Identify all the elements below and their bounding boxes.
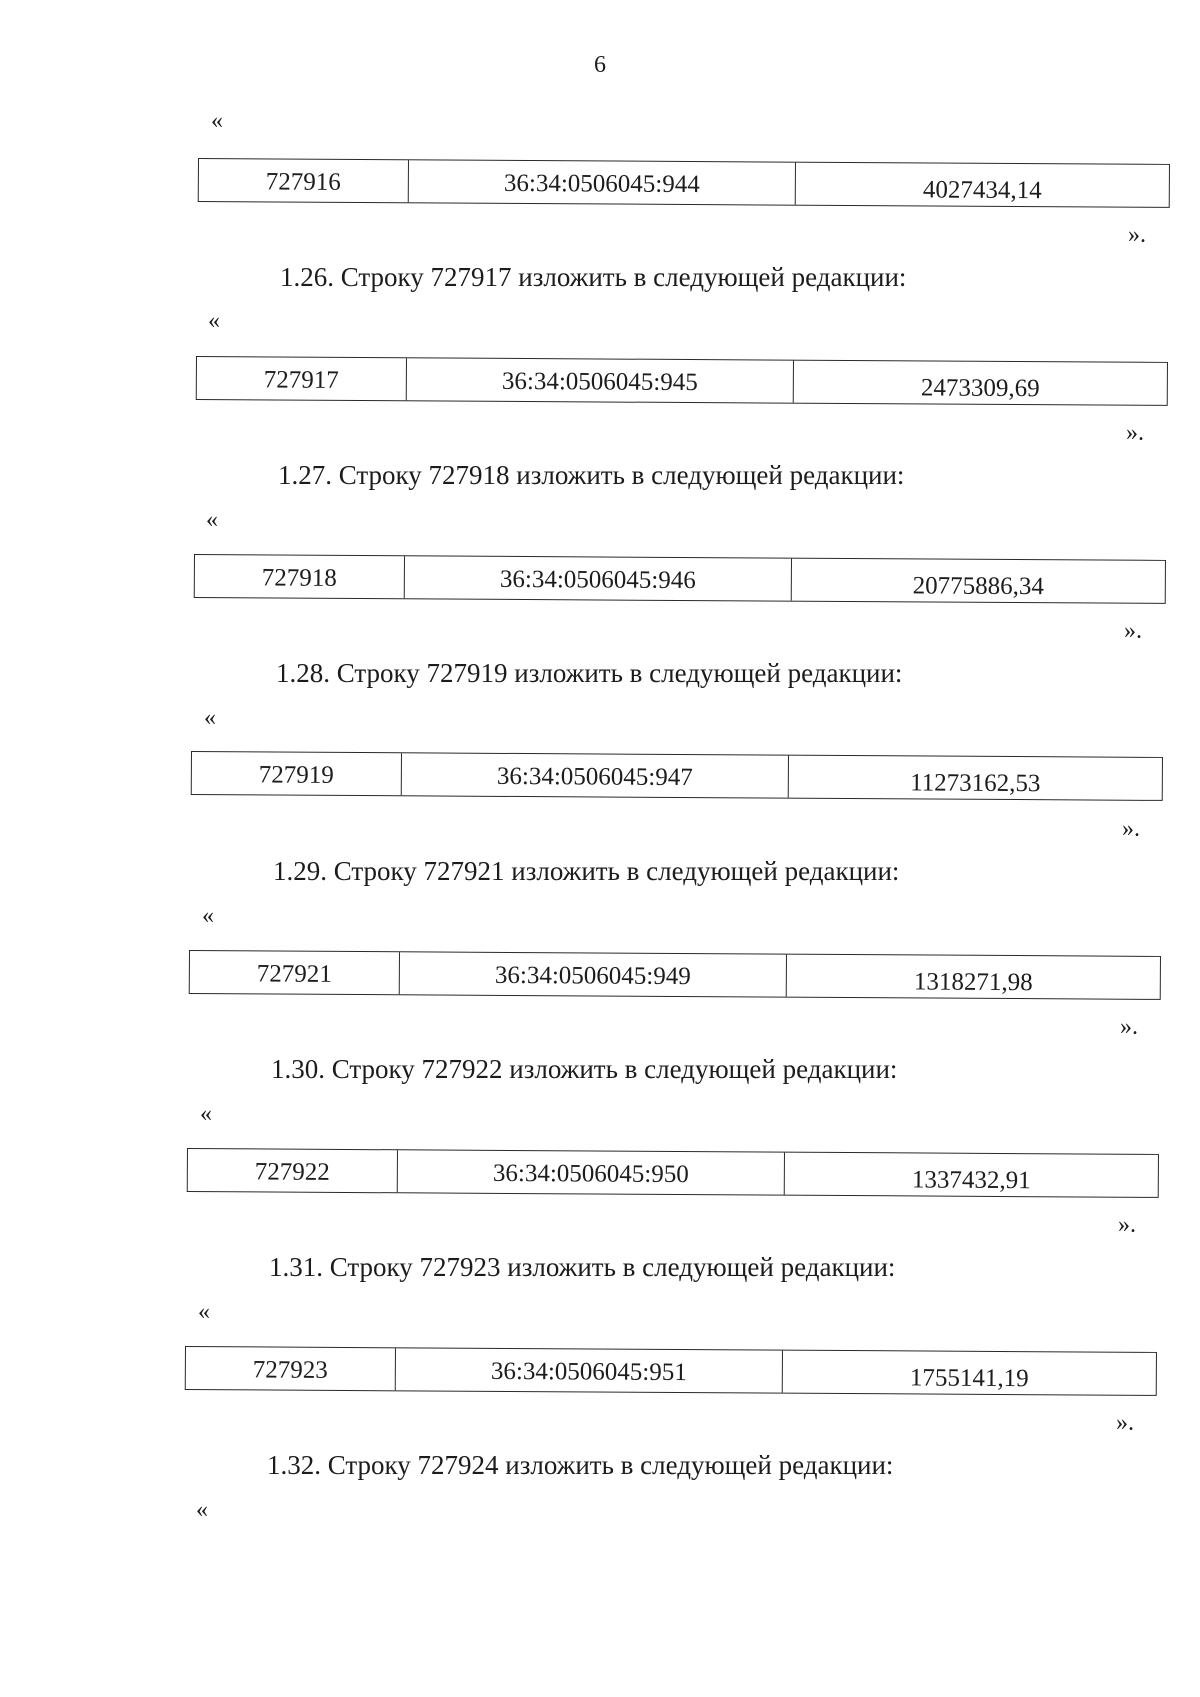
quote-open: «	[202, 903, 214, 929]
quote-open: «	[211, 108, 223, 134]
amendment-heading: 1.28. Строку 727919 изложить в следующей редакции:	[276, 658, 903, 688]
table-row	[194, 554, 1166, 604]
row-value: 1755141,19	[909, 1364, 1029, 1393]
quote-close: ».	[1128, 222, 1146, 248]
row-value: 11273162,53	[910, 769, 1041, 798]
amendment-heading: 1.31. Строку 727923 изложить в следующей редакции:	[269, 1252, 896, 1282]
row-value: 2473309,69	[920, 374, 1040, 403]
row-cadastral-number: 36:34:0506045:945	[407, 358, 794, 402]
row-id: 727918	[195, 555, 405, 598]
table-row	[189, 950, 1161, 1000]
row-id: 727922	[188, 1149, 398, 1192]
row-cadastral-number: 36:34:0506045:951	[396, 1348, 783, 1392]
row-id: 727916	[199, 159, 409, 202]
quote-close: ».	[1118, 1212, 1136, 1238]
quote-close: ».	[1120, 1014, 1138, 1040]
table-row	[187, 1148, 1159, 1198]
row-value: 1318271,98	[913, 968, 1033, 997]
row-id: 727921	[190, 951, 400, 994]
row-id: 727923	[186, 1347, 396, 1390]
table-row	[196, 356, 1168, 406]
quote-open: «	[204, 705, 216, 731]
amendment-heading: 1.26. Строку 727917 изложить в следующей редакции:	[280, 262, 907, 292]
quote-open: «	[208, 308, 220, 334]
quote-open: «	[200, 1101, 212, 1127]
row-value: 20775886,34	[912, 572, 1045, 601]
row-cadastral-number: 36:34:0506045:946	[405, 556, 792, 600]
row-id: 727917	[197, 357, 407, 400]
row-value: 1337432,91	[911, 1166, 1031, 1195]
row-cadastral-number: 36:34:0506045:944	[409, 160, 796, 204]
quote-close: ».	[1116, 1410, 1134, 1436]
quote-open: «	[206, 507, 218, 533]
page-number: 6	[594, 52, 606, 78]
quote-close: ».	[1124, 618, 1142, 644]
row-cadastral-number: 36:34:0506045:949	[400, 952, 787, 996]
amendment-heading: 1.30. Строку 727922 изложить в следующей редакции:	[271, 1054, 898, 1084]
quote-close: ».	[1126, 420, 1144, 446]
row-id: 727919	[192, 752, 402, 795]
table-row	[185, 1346, 1157, 1396]
table-row	[191, 751, 1163, 801]
row-value: 4027434,14	[922, 176, 1042, 205]
table-row	[198, 158, 1170, 208]
quote-open: «	[196, 1497, 208, 1523]
amendment-heading: 1.32. Строку 727924 изложить в следующей редакции:	[267, 1450, 894, 1480]
quote-open: «	[198, 1299, 210, 1325]
amendment-heading: 1.27. Строку 727918 изложить в следующей редакции:	[278, 460, 905, 490]
quote-close: ».	[1122, 816, 1140, 842]
row-cadastral-number: 36:34:0506045:950	[398, 1150, 785, 1194]
row-cadastral-number: 36:34:0506045:947	[402, 753, 789, 797]
amendment-heading: 1.29. Строку 727921 изложить в следующей редакции:	[273, 856, 900, 886]
